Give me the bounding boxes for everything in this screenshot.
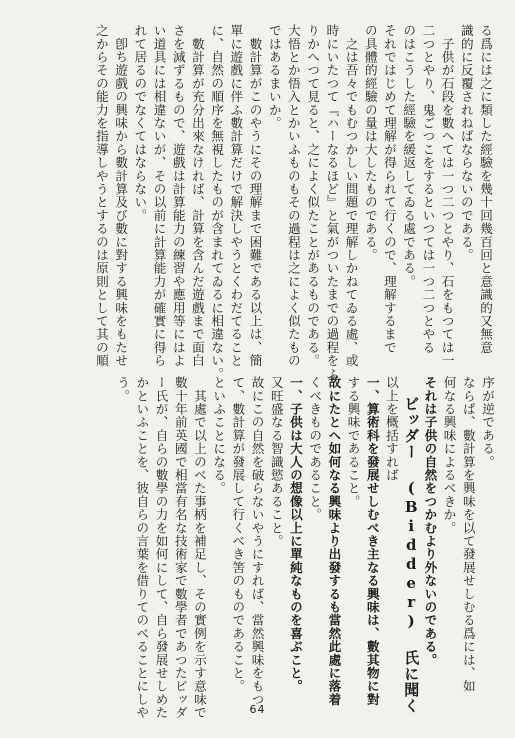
text-line: 又旺盛なる智識慾あること。 <box>268 376 284 548</box>
text-line: さを減ずるもので、遊戲は計算能力の練習や應用等にはよ <box>170 24 186 368</box>
text-line: 數計算がこのやうにその理解まで困難である以上は、簡 <box>247 24 263 368</box>
text-line: 故にこの自然を破らないやうにすれば、當然興味をもつ <box>249 376 265 706</box>
text-line: ー氏が、自らの數學の力を如何にして、自ら發展せしめた <box>153 376 169 720</box>
text-line: 何なる興味によるべきか。 <box>441 376 457 535</box>
text-line: 單に遊戲に伴ふ數計算だけで解決しやうとくわだてること <box>228 24 244 368</box>
page-number: 64 <box>249 703 266 716</box>
text-line: といふことになる。 <box>211 376 227 495</box>
text-line: る爲には之に類した經驗を幾十回幾百回と意識的又無意 <box>478 24 493 354</box>
text-line: て、數計算が發展して行くべき筈のものであること。 <box>230 376 246 693</box>
text-line: 以上を概括すれば <box>383 376 399 482</box>
text-line: 之は吾々でもむつかしい問題で理解しかねてゐる處、或 <box>343 24 359 368</box>
text-line: それではじめて理解が得られて行くので、理解するまで <box>381 24 397 354</box>
text-line: 子供が石段を數へては一つ二つとやり、石をもつては一 <box>439 24 455 368</box>
text-line: 序が逆である。 <box>480 376 495 469</box>
text-line: それは子供の自然をつかむより外ないのである。 <box>422 376 438 667</box>
text-line: に、自然の順序を無視したものが含まれてゐるに相違ない。 <box>209 24 225 381</box>
text-line: くべきものであること。 <box>307 376 323 522</box>
text-line: 卽ち遊戲の興味から數計算及び數に對する興味をもたせ <box>113 24 129 368</box>
text-line: かといふことを、彼自らの言葉を借りてのべることにしや <box>134 376 150 720</box>
text-line: 數計算が充分出來なければ、計算を含んだ遊戲まで面白 <box>189 24 205 368</box>
text-line: 識的に反覆されねばならないのである。 <box>458 24 474 262</box>
text-line: 大悟とか悟入とかいふものもその過程は之によく似たもの <box>285 24 301 368</box>
text-line: 之からその能力を指導しやうとするのは原則として其の順 <box>93 24 109 368</box>
text-line: 一、子供は大人の想像以上に單純なものを喜ぶこと。 <box>287 376 303 693</box>
text-line: 其處で以上のべた事柄を補足し、その實例を示す意味で <box>191 376 207 720</box>
text-line: りかへつて見ると、之によく似たことがあるものである。 <box>305 24 321 368</box>
text-line: ならば、數計算を興味を以て發展せしむる爲には、如 <box>460 376 476 693</box>
text-line: う。 <box>115 376 131 403</box>
text-line: 數十年前英國で相當有名な技術家で數學者であつたビッダ <box>172 376 188 720</box>
text-line: の具體的經驗の量は大したものである。 <box>362 24 378 262</box>
text-line: 二つとやり、鬼ごつこをするといつては一つ二つとやる <box>420 24 436 354</box>
text-line: い道具には相違ないが、その以前に計算能力が確實に得ら <box>151 24 167 368</box>
text-line: 一、算術科を發展せしむべき主なる興味は、數其物に對 <box>364 376 380 706</box>
section-heading: ビッダー (Bidder) 氏に聞く <box>402 396 421 714</box>
text-line: 時にいたつて『ハーなるほど』と氣がついたまでの過程をふ <box>324 24 340 381</box>
text-line: する興味であること。 <box>345 376 361 508</box>
text-line: れて居るのでなくてはならない。 <box>132 24 148 222</box>
text-line: のはこうした經驗を緩返してゐる處である。 <box>401 24 417 288</box>
text-line: 故にたとへ如何なる興味より出發するも當然此處に落着 <box>326 376 342 706</box>
upper-text-block <box>92 24 495 381</box>
text-line: ではあるまいか。 <box>266 24 282 130</box>
